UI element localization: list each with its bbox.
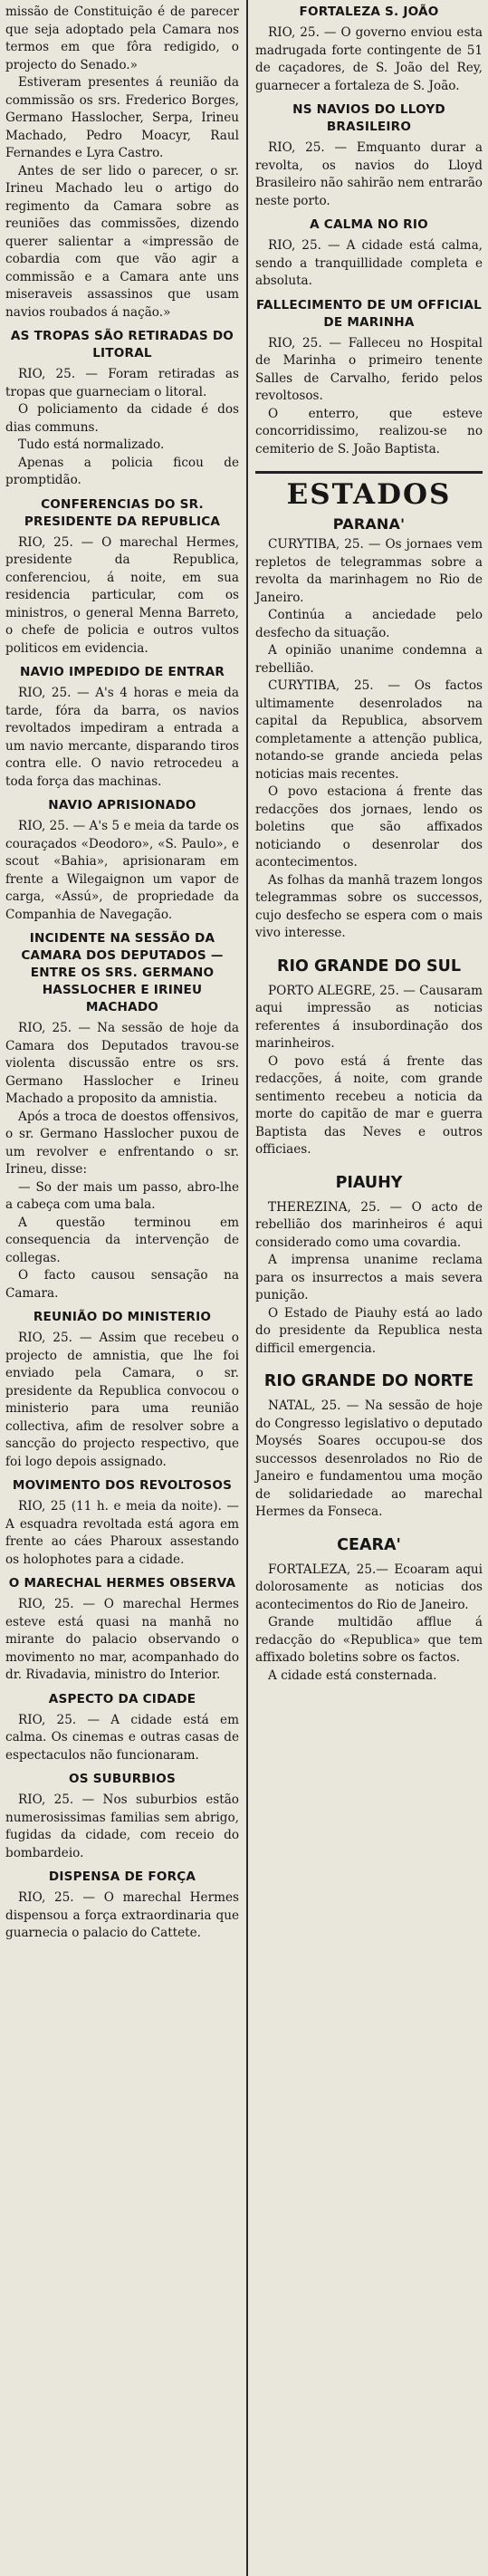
section-heading: OS SUBURBIOS [69, 1772, 176, 1786]
article-paragraph: RIO, 25. — Na sessão de hoje da Camara dos Deputados travou-se violenta discussão entre os srs. Germano Hasslocher e Irineu Machado a proposito da amnistia. [5, 1021, 239, 1106]
article-paragraph: O Estado de Piauhy está ao lado do presidente da Republica nesta difficil emergencia. [255, 1305, 483, 1356]
right-column [250, 0, 488, 2576]
section-heading: ASPECTO DA CIDADE [48, 1691, 196, 1706]
article-paragraph: RIO, 25. — Assim que recebeu o projecto de amnistia, que lhe foi enviado pela Camara, o sr. presidente da Republica convocou o ministerio para uma reunião collectiva, afim de resolver sobre a sancção do projecto respectivo, que foi logo depois assignado. [5, 1331, 239, 1469]
article-paragraph: FORTALEZA, 25.— Ecoaram aqui dolorosamente as noticias dos acontecimentos do Rio de Janeiro. [255, 1562, 483, 1612]
article-paragraph: RIO, 25. — Foram retiradas as tropas que guarneciam o litoral. [5, 367, 239, 399]
section-heading: AS TROPAS SÃO RETIRADAS DO LITORAL [10, 329, 234, 360]
intro-paragraph: Antes de ser lido o parecer, o sr. Irineu Machado leu o artigo do regimento da Camara sobre as reuniões das commissões, dizendo querer salientar a «impressão de cobardia com que vão agir a commissão e a Camara ante uns miseraveis assassinos que usam navios roubados á nação.» [5, 163, 239, 320]
section-heading: MOVIMENTO DOS REVOLTOSOS [12, 1478, 233, 1493]
article-paragraph: RIO, 25. — Falleceu no Hospital de Marinha o primeiro tenente Salles de Carvalho, ferido pelos revoltosos. [255, 335, 483, 403]
article-paragraph: RIO, 25. — O marechal Hermes, presidente da Republica, conferenciou, á noite, em sua residencia particular, com os ministros, o general Menna Barreto, o chefe de policia e outros vultos politicos em evidencia. [5, 534, 239, 656]
estados-heading: ESTADOS [286, 478, 452, 511]
intro-paragraph: missão de Constituição é de parecer que seja adoptado pela Camara nos termos em que fôra redigido, o projecto do Senado.» [5, 5, 239, 72]
section-heading: NAVIO IMPEDIDO DE ENTRAR [19, 665, 225, 679]
article-paragraph: O facto causou sensação na Camara. [5, 1268, 239, 1301]
article-paragraph: Apenas a policia ficou de promptidão. [5, 455, 239, 487]
article-paragraph: RIO, 25. — A cidade está em calma. Os cinemas e outras casas de espectaculos não funcionaram. [5, 1712, 239, 1763]
article-paragraph: RIO, 25. — O marechal Hermes esteve está quasi na manhã no mirante do palacio observando o movimento no mar, acompanhado do dr. Rivadavia, ministro do Interior. [5, 1597, 239, 1682]
section-heading: INCIDENTE NA SESSÃO DA CAMARA DOS DEPUTADOS — ENTRE OS SRS. GERMANO HASSLOCHER E IRINEU MACHADO [21, 931, 224, 1014]
article-paragraph: A cidade está consternada. [268, 1668, 437, 1683]
article-paragraph: Após a troca de doestos offensivos, o sr. Germano Hasslocher puxou de um revolver e enfrentando o sr. Irineu, disse: [5, 1109, 239, 1177]
section-heading: FALLECIMENTO DE UM OFFICIAL DE MARINHA [255, 297, 483, 330]
state-heading: RIO GRANDE DO SUL [276, 956, 462, 976]
section-heading: FORTALEZA S. JOÃO [299, 5, 439, 19]
article-paragraph: RIO, 25. — O marechal Hermes dispensou a força extraordinaria que guarnecia o palacio do Cattete. [5, 1890, 239, 1940]
state-heading: PIAUHY [335, 1173, 403, 1192]
column-rule [246, 0, 248, 2576]
intro-paragraph: Estiveram presentes á reunião da commissão os srs. Frederico Borges, Germano Hasslocher, Serpa, Irineu Machado, Pedro Moacyr, Raul Fernandes e Lyra Castro. [5, 75, 239, 160]
article-paragraph: Tudo está normalizado. [18, 437, 165, 452]
article-paragraph: O povo estaciona á frente das redacções dos jornaes, lendo os boletins que são affixados noticiando o desenrolar dos acontecimentos. [255, 784, 483, 870]
article-paragraph: Continúa a anciedade pelo desfecho da situação. [255, 608, 483, 640]
article-paragraph: RIO, 25 (11 h. e meia da noite). — A esquadra revoltada está agora em frente ao cáes Pharoux assestando os holophotes para a cidade. [5, 1499, 239, 1567]
article-paragraph: As folhas da manhã trazem longos telegrammas sobre os successos, cujo desfecho se espera com o mais vivo interesse. [255, 872, 483, 940]
article-paragraph: CURYTIBA, 25. — Os factos ultimamente desenrolados na capital da Republica, absorvem completamente a attenção publica, notando-se grande ancieda pelas noticias mais recentes. [255, 678, 483, 782]
section-heading: NS NAVIOS DO LLOYD BRASILEIRO [292, 102, 445, 134]
article-paragraph: RIO, 25. — A cidade está calma, sendo a tranquillidade completa e absoluta. [255, 238, 483, 288]
article-paragraph: A imprensa unanime reclama para os insurrectos a mais severa punição. [255, 1253, 483, 1302]
article-paragraph: THEREZINA, 25. — O acto de rebellião dos marinheiros é aqui considerado como uma covardia. [255, 1199, 483, 1250]
article-paragraph: NATAL, 25. — Na sessão de hoje do Congresso legislativo o deputado Moysés Soares occupou-se dos successos desenrolados no Rio de Janeiro e fundamentou uma moção de solidariedade ao marechal Hermes da Fonseca. [255, 1399, 483, 1519]
section-heading: A CALMA NO RIO [310, 217, 428, 232]
state-heading: PARANA' [332, 515, 406, 533]
article-paragraph: O enterro, que esteve concorridissimo, realizou-se no cemiterio de S. João Baptista. [255, 406, 483, 457]
article-paragraph: O policiamento da cidade é dos dias communs. [5, 402, 239, 435]
article-paragraph: RIO, 25. — Emquanto durar a revolta, os navios do Lloyd Brasileiro não sahirão nem entrarão neste porto. [255, 140, 483, 208]
article-paragraph: RIO, 25. — A's 5 e meia da tarde os couraçados «Deodoro», «S. Paulo», e scout «Bahia», aprisionaram em frente a Wilegaignon um vapor de carga, «Assú», de propriedade da Companhia de Navegação. [5, 819, 239, 922]
section-heading: REUNIÃO DO MINISTERIO [33, 1310, 212, 1324]
article-paragraph: CURYTIBA, 25. — Os jornaes vem repletos de telegrammas sobre a revolta da marinhagem no Rio de Janeiro. [255, 537, 483, 605]
article-paragraph: RIO, 25. — Nos suburbios estão numerosissimas familias sem abrigo, fugidas da cidade, com receio do bombardeio. [5, 1793, 239, 1860]
section-heading: CONFERENCIAS DO SR. PRESIDENTE DA REPUBLICA [24, 496, 221, 529]
section-heading: NAVIO APRISIONADO [48, 798, 196, 812]
article-paragraph: Grande multidão afflue á redacção do «Republica» que tem affixado boletins sobre os factos. [255, 1615, 483, 1665]
article-paragraph: O povo está á frente das redacções, á noite, com grande sentimento recebeu a noticia da morte do capitão de mar e guerra Baptista das Neves e outros officiaes. [255, 1053, 483, 1157]
article-paragraph: A opinião unanime condemna a rebellião. [255, 643, 483, 676]
section-heading: DISPENSA DE FORÇA [48, 1870, 196, 1884]
section-heading: O MARECHAL HERMES OBSERVA [8, 1576, 236, 1591]
state-heading: CEARA' [337, 1535, 401, 1554]
article-paragraph: RIO, 25. — O governo enviou esta madrugada forte contingente de 51 de caçadores, de S. João del Rey, guarnecer a fortaleza de S. João. [255, 25, 483, 93]
article-paragraph: RIO, 25. — A's 4 horas e meia da tarde, fóra da barra, os navios revoltados impediram a entrada a um navio mercante, disparando tiros contra elle. O navio retrocedeu a toda força das machinas. [5, 686, 239, 789]
article-paragraph: A questão terminou em consequencia da intervenção de collegas. [5, 1215, 239, 1265]
article-paragraph: PORTO ALEGRE, 25. — Causaram aqui impressão as noticias referentes á insubordinação dos marinheiros. [255, 983, 483, 1051]
state-heading: RIO GRANDE DO NORTE [263, 1372, 474, 1390]
article-paragraph: — So der mais um passo, abro-lhe a cabeça com uma bala. [5, 1179, 239, 1212]
section-rule [255, 471, 483, 474]
